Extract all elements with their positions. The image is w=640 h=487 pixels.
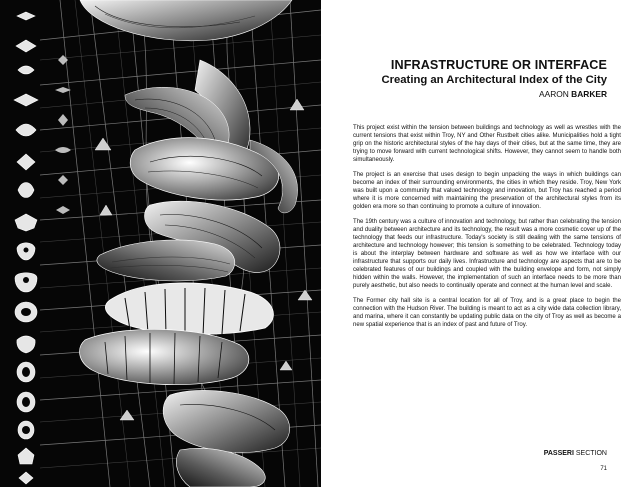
author-last-name: BARKER — [571, 89, 607, 99]
author-first-name: AARON — [539, 89, 569, 99]
section-label-bold: PASSERI — [543, 450, 574, 457]
page-number: 71 — [600, 466, 607, 472]
text-page — [321, 0, 640, 487]
section-label — [544, 450, 607, 457]
body-paragraph: The project is an exercise that uses design to begin unpacking the ways in which buildings can become an index of their surrounding environments, the cities in which they reside. Troy, New York was built upon a community that valued technology and innovation, but Troy has reached a period where it is more concerned with maintaining the preservation of the architectural styles from its golden era more so than continuing to promote a culture of innovation. — [353, 172, 621, 210]
body-paragraph: This project exist within the tension between buildings and technology as well as wrestles with the current tensions that exist within Troy, NY and Other Rustbelt cities alike. Municipalities hold a tight grip on the historic architectural styles of the hay days of their cities, but at the same time, they are trying to move forward with current technological shifts. However, they cannot seem to handle both simultaneously. — [353, 125, 621, 163]
form-disc — [130, 138, 297, 213]
form-bottom — [163, 390, 290, 487]
body-paragraph: The 19th century was a culture of innovation and technology, but rather than celebrating the tension and duality between architecture and its technology, the result was a more cosmetic cover up of the technology that feeds our infrastructure. Today's society is still dealing with the same tensions of architecture and technology however; this tension is something to be celebrated. Technology today is about the interplay between hardware and software as well as how we interface with our infrastructure that supports our daily lives. Infrastructure and technology are aspects that are to be celebrated features of our buildings and coupled with the building envelope and form, not simply hidden within the walls. However, the implementation of such an interface needs to be more than purely aesthetic, but also needs to continually operate and connect at the human level and scale. — [353, 219, 621, 289]
article-header — [381, 58, 607, 101]
body-paragraph: The Former city hall site is a central location for all of Troy, and is a great place to begin the connection with the Hudson River. The building is meant to act as a city wide data collection library, and marina, where it can constantly be updating public data on the city of Troy as well as become a new spatial experience that is an index of past and future of Troy. — [353, 298, 621, 328]
article-title: INFRASTRUCTURE OR INTERFACE — [390, 58, 607, 72]
author-name — [381, 88, 607, 101]
article-subtitle: Creating an Architectural Index of the City — [381, 74, 607, 86]
secondary-symbol-column — [55, 55, 71, 214]
form-top — [80, 0, 292, 41]
article-body — [353, 125, 621, 337]
section-label-rest: SECTION — [575, 450, 607, 457]
